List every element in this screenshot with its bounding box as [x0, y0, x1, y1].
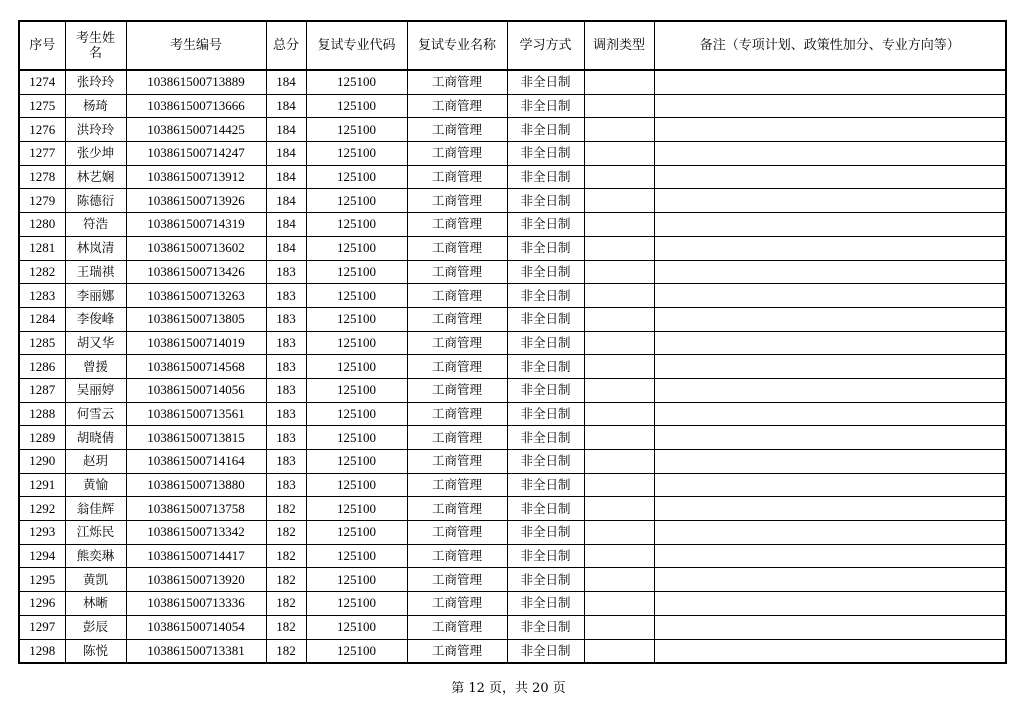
cell-study-mode: 非全日制 — [507, 521, 584, 545]
cell-major-code: 125100 — [306, 402, 407, 426]
cell-seq: 1294 — [19, 544, 65, 568]
cell-score: 182 — [266, 592, 306, 616]
cell-major-name: 工商管理 — [407, 402, 507, 426]
cell-study-mode: 非全日制 — [507, 615, 584, 639]
cell-name: 胡晓倩 — [65, 426, 126, 450]
cell-study-mode: 非全日制 — [507, 378, 584, 402]
cell-major-name: 工商管理 — [407, 544, 507, 568]
table-row — [19, 236, 1006, 260]
cell-adjust-type — [584, 189, 654, 213]
cell-exam-id: 103861500714164 — [126, 450, 266, 474]
cell-major-name: 工商管理 — [407, 307, 507, 331]
cell-exam-id: 103861500714425 — [126, 118, 266, 142]
admission-list-table — [18, 20, 1007, 664]
cell-adjust-type — [584, 118, 654, 142]
cell-adjust-type — [584, 142, 654, 166]
cell-adjust-type — [584, 284, 654, 308]
cell-adjust-type — [584, 236, 654, 260]
table-row — [19, 165, 1006, 189]
table-row — [19, 307, 1006, 331]
cell-major-name: 工商管理 — [407, 355, 507, 379]
cell-score: 183 — [266, 426, 306, 450]
cell-exam-id: 103861500713381 — [126, 639, 266, 663]
cell-study-mode: 非全日制 — [507, 592, 584, 616]
cell-study-mode: 非全日制 — [507, 236, 584, 260]
cell-remarks — [654, 497, 1006, 521]
cell-remarks — [654, 189, 1006, 213]
header-exam-id: 考生编号 — [126, 21, 266, 70]
table-header — [19, 21, 1006, 70]
cell-major-name: 工商管理 — [407, 378, 507, 402]
header-score: 总分 — [266, 21, 306, 70]
cell-remarks — [654, 94, 1006, 118]
cell-name: 张玲玲 — [65, 70, 126, 94]
cell-study-mode: 非全日制 — [507, 497, 584, 521]
cell-name: 张少坤 — [65, 142, 126, 166]
table-row — [19, 213, 1006, 237]
cell-remarks — [654, 284, 1006, 308]
cell-major-name: 工商管理 — [407, 284, 507, 308]
cell-score: 183 — [266, 450, 306, 474]
cell-adjust-type — [584, 260, 654, 284]
cell-study-mode: 非全日制 — [507, 639, 584, 663]
cell-exam-id: 103861500714019 — [126, 331, 266, 355]
table-body — [19, 70, 1006, 663]
cell-major-code: 125100 — [306, 497, 407, 521]
cell-name: 林艺娴 — [65, 165, 126, 189]
cell-score: 182 — [266, 521, 306, 545]
cell-adjust-type — [584, 70, 654, 94]
cell-study-mode: 非全日制 — [507, 426, 584, 450]
header-major-name: 复试专业名称 — [407, 21, 507, 70]
cell-study-mode: 非全日制 — [507, 450, 584, 474]
cell-exam-id: 103861500713912 — [126, 165, 266, 189]
cell-major-name: 工商管理 — [407, 260, 507, 284]
cell-name: 吴丽婷 — [65, 378, 126, 402]
cell-score: 183 — [266, 355, 306, 379]
cell-score: 183 — [266, 307, 306, 331]
header-major-code: 复试专业代码 — [306, 21, 407, 70]
cell-major-name: 工商管理 — [407, 450, 507, 474]
cell-major-name: 工商管理 — [407, 331, 507, 355]
table-row — [19, 473, 1006, 497]
cell-major-code: 125100 — [306, 378, 407, 402]
table-row — [19, 568, 1006, 592]
cell-adjust-type — [584, 378, 654, 402]
cell-name: 熊奕琳 — [65, 544, 126, 568]
cell-seq: 1287 — [19, 378, 65, 402]
cell-study-mode: 非全日制 — [507, 70, 584, 94]
cell-seq: 1297 — [19, 615, 65, 639]
cell-major-code: 125100 — [306, 189, 407, 213]
cell-remarks — [654, 355, 1006, 379]
cell-remarks — [654, 236, 1006, 260]
cell-study-mode: 非全日制 — [507, 307, 584, 331]
cell-seq: 1277 — [19, 142, 65, 166]
cell-score: 183 — [266, 402, 306, 426]
table-row — [19, 331, 1006, 355]
cell-exam-id: 103861500714054 — [126, 615, 266, 639]
cell-name: 王瑞祺 — [65, 260, 126, 284]
cell-adjust-type — [584, 165, 654, 189]
cell-remarks — [654, 639, 1006, 663]
cell-major-name: 工商管理 — [407, 142, 507, 166]
table-row — [19, 260, 1006, 284]
cell-seq: 1298 — [19, 639, 65, 663]
cell-major-name: 工商管理 — [407, 639, 507, 663]
cell-seq: 1281 — [19, 236, 65, 260]
cell-remarks — [654, 568, 1006, 592]
cell-remarks — [654, 378, 1006, 402]
table-row — [19, 592, 1006, 616]
cell-exam-id: 103861500713342 — [126, 521, 266, 545]
cell-name: 曾援 — [65, 355, 126, 379]
cell-score: 182 — [266, 568, 306, 592]
cell-major-name: 工商管理 — [407, 213, 507, 237]
cell-study-mode: 非全日制 — [507, 118, 584, 142]
cell-adjust-type — [584, 497, 654, 521]
cell-study-mode: 非全日制 — [507, 213, 584, 237]
cell-adjust-type — [584, 450, 654, 474]
header-row — [19, 21, 1006, 70]
cell-major-name: 工商管理 — [407, 70, 507, 94]
cell-score: 184 — [266, 236, 306, 260]
cell-major-code: 125100 — [306, 544, 407, 568]
cell-major-name: 工商管理 — [407, 521, 507, 545]
cell-exam-id: 103861500714417 — [126, 544, 266, 568]
cell-major-code: 125100 — [306, 284, 407, 308]
cell-score: 183 — [266, 378, 306, 402]
table-row — [19, 189, 1006, 213]
cell-major-code: 125100 — [306, 94, 407, 118]
cell-name: 何雪云 — [65, 402, 126, 426]
cell-name: 陈德衍 — [65, 189, 126, 213]
cell-exam-id: 103861500713336 — [126, 592, 266, 616]
cell-name: 翁佳辉 — [65, 497, 126, 521]
table-row — [19, 521, 1006, 545]
cell-remarks — [654, 260, 1006, 284]
table-row — [19, 615, 1006, 639]
cell-seq: 1280 — [19, 213, 65, 237]
cell-score: 182 — [266, 544, 306, 568]
header-name: 考生姓名 — [65, 21, 126, 70]
cell-score: 184 — [266, 70, 306, 94]
table-row — [19, 426, 1006, 450]
cell-remarks — [654, 450, 1006, 474]
cell-score: 182 — [266, 639, 306, 663]
cell-study-mode: 非全日制 — [507, 260, 584, 284]
table-row — [19, 118, 1006, 142]
cell-exam-id: 103861500713758 — [126, 497, 266, 521]
cell-exam-id: 103861500714056 — [126, 378, 266, 402]
cell-exam-id: 103861500713602 — [126, 236, 266, 260]
cell-study-mode: 非全日制 — [507, 402, 584, 426]
cell-exam-id: 103861500713889 — [126, 70, 266, 94]
cell-exam-id: 103861500713561 — [126, 402, 266, 426]
table-row — [19, 378, 1006, 402]
cell-adjust-type — [584, 426, 654, 450]
cell-name: 黄愉 — [65, 473, 126, 497]
cell-remarks — [654, 592, 1006, 616]
cell-seq: 1278 — [19, 165, 65, 189]
cell-adjust-type — [584, 355, 654, 379]
cell-major-code: 125100 — [306, 118, 407, 142]
cell-major-name: 工商管理 — [407, 615, 507, 639]
cell-seq: 1274 — [19, 70, 65, 94]
cell-study-mode: 非全日制 — [507, 331, 584, 355]
cell-exam-id: 103861500713263 — [126, 284, 266, 308]
cell-major-name: 工商管理 — [407, 236, 507, 260]
cell-seq: 1291 — [19, 473, 65, 497]
cell-major-code: 125100 — [306, 426, 407, 450]
table-row — [19, 355, 1006, 379]
cell-exam-id: 103861500713815 — [126, 426, 266, 450]
cell-remarks — [654, 118, 1006, 142]
cell-exam-id: 103861500713926 — [126, 189, 266, 213]
cell-major-code: 125100 — [306, 70, 407, 94]
table-row — [19, 94, 1006, 118]
cell-major-code: 125100 — [306, 639, 407, 663]
cell-remarks — [654, 544, 1006, 568]
cell-major-name: 工商管理 — [407, 189, 507, 213]
cell-study-mode: 非全日制 — [507, 473, 584, 497]
cell-seq: 1295 — [19, 568, 65, 592]
cell-exam-id: 103861500714568 — [126, 355, 266, 379]
header-adjust-type: 调剂类型 — [584, 21, 654, 70]
cell-remarks — [654, 402, 1006, 426]
cell-score: 183 — [266, 260, 306, 284]
cell-seq: 1285 — [19, 331, 65, 355]
cell-major-code: 125100 — [306, 142, 407, 166]
cell-adjust-type — [584, 592, 654, 616]
cell-name: 李丽娜 — [65, 284, 126, 308]
cell-exam-id: 103861500713920 — [126, 568, 266, 592]
cell-seq: 1290 — [19, 450, 65, 474]
table-row — [19, 497, 1006, 521]
cell-seq: 1275 — [19, 94, 65, 118]
cell-name: 彭辰 — [65, 615, 126, 639]
cell-remarks — [654, 70, 1006, 94]
cell-seq: 1284 — [19, 307, 65, 331]
cell-name: 林岚清 — [65, 236, 126, 260]
table-row — [19, 142, 1006, 166]
cell-remarks — [654, 142, 1006, 166]
cell-study-mode: 非全日制 — [507, 142, 584, 166]
cell-major-code: 125100 — [306, 307, 407, 331]
cell-remarks — [654, 473, 1006, 497]
cell-name: 符浩 — [65, 213, 126, 237]
cell-score: 183 — [266, 331, 306, 355]
cell-seq: 1293 — [19, 521, 65, 545]
cell-score: 183 — [266, 284, 306, 308]
cell-exam-id: 103861500713805 — [126, 307, 266, 331]
cell-name: 洪玲玲 — [65, 118, 126, 142]
cell-name: 黄凯 — [65, 568, 126, 592]
page-number: 第 12 页，共 20 页 — [451, 681, 566, 696]
cell-adjust-type — [584, 615, 654, 639]
cell-major-code: 125100 — [306, 521, 407, 545]
cell-major-code: 125100 — [306, 592, 407, 616]
cell-name: 赵玥 — [65, 450, 126, 474]
cell-major-code: 125100 — [306, 568, 407, 592]
cell-score: 184 — [266, 142, 306, 166]
table-row — [19, 450, 1006, 474]
cell-name: 林晰 — [65, 592, 126, 616]
cell-study-mode: 非全日制 — [507, 165, 584, 189]
cell-name: 杨琦 — [65, 94, 126, 118]
cell-remarks — [654, 426, 1006, 450]
cell-seq: 1282 — [19, 260, 65, 284]
cell-seq: 1276 — [19, 118, 65, 142]
cell-adjust-type — [584, 94, 654, 118]
table-row — [19, 544, 1006, 568]
header-remarks: 备注（专项计划、政策性加分、专业方向等） — [654, 21, 1006, 70]
cell-exam-id: 103861500714319 — [126, 213, 266, 237]
cell-remarks — [654, 307, 1006, 331]
cell-study-mode: 非全日制 — [507, 284, 584, 308]
cell-adjust-type — [584, 473, 654, 497]
header-study-mode: 学习方式 — [507, 21, 584, 70]
cell-exam-id: 103861500713666 — [126, 94, 266, 118]
cell-study-mode: 非全日制 — [507, 568, 584, 592]
table-row — [19, 639, 1006, 663]
cell-major-name: 工商管理 — [407, 165, 507, 189]
cell-major-code: 125100 — [306, 331, 407, 355]
cell-adjust-type — [584, 568, 654, 592]
cell-major-code: 125100 — [306, 473, 407, 497]
cell-study-mode: 非全日制 — [507, 355, 584, 379]
cell-score: 184 — [266, 213, 306, 237]
cell-adjust-type — [584, 213, 654, 237]
cell-remarks — [654, 615, 1006, 639]
cell-study-mode: 非全日制 — [507, 544, 584, 568]
cell-adjust-type — [584, 307, 654, 331]
cell-major-code: 125100 — [306, 450, 407, 474]
cell-major-code: 125100 — [306, 213, 407, 237]
cell-study-mode: 非全日制 — [507, 94, 584, 118]
cell-major-name: 工商管理 — [407, 497, 507, 521]
cell-name: 李俊峰 — [65, 307, 126, 331]
cell-major-name: 工商管理 — [407, 473, 507, 497]
cell-name: 江烁民 — [65, 521, 126, 545]
cell-seq: 1289 — [19, 426, 65, 450]
cell-seq: 1292 — [19, 497, 65, 521]
cell-major-name: 工商管理 — [407, 568, 507, 592]
header-seq: 序号 — [19, 21, 65, 70]
cell-major-code: 125100 — [306, 260, 407, 284]
cell-adjust-type — [584, 521, 654, 545]
cell-study-mode: 非全日制 — [507, 189, 584, 213]
cell-remarks — [654, 331, 1006, 355]
cell-exam-id: 103861500713880 — [126, 473, 266, 497]
cell-remarks — [654, 165, 1006, 189]
cell-score: 184 — [266, 94, 306, 118]
cell-score: 184 — [266, 165, 306, 189]
table-row — [19, 402, 1006, 426]
cell-score: 184 — [266, 189, 306, 213]
cell-seq: 1286 — [19, 355, 65, 379]
cell-seq: 1283 — [19, 284, 65, 308]
cell-score: 183 — [266, 473, 306, 497]
cell-remarks — [654, 521, 1006, 545]
cell-major-code: 125100 — [306, 355, 407, 379]
cell-major-name: 工商管理 — [407, 94, 507, 118]
table-row — [19, 284, 1006, 308]
table-row — [19, 70, 1006, 94]
cell-score: 182 — [266, 497, 306, 521]
cell-major-code: 125100 — [306, 615, 407, 639]
cell-major-name: 工商管理 — [407, 118, 507, 142]
cell-exam-id: 103861500714247 — [126, 142, 266, 166]
cell-name: 陈悦 — [65, 639, 126, 663]
cell-adjust-type — [584, 544, 654, 568]
cell-seq: 1279 — [19, 189, 65, 213]
cell-adjust-type — [584, 402, 654, 426]
cell-major-code: 125100 — [306, 165, 407, 189]
cell-seq: 1296 — [19, 592, 65, 616]
cell-major-code: 125100 — [306, 236, 407, 260]
cell-major-name: 工商管理 — [407, 426, 507, 450]
cell-score: 184 — [266, 118, 306, 142]
cell-major-name: 工商管理 — [407, 592, 507, 616]
cell-remarks — [654, 213, 1006, 237]
cell-seq: 1288 — [19, 402, 65, 426]
cell-exam-id: 103861500713426 — [126, 260, 266, 284]
cell-name: 胡又华 — [65, 331, 126, 355]
cell-adjust-type — [584, 639, 654, 663]
cell-score: 182 — [266, 615, 306, 639]
cell-adjust-type — [584, 331, 654, 355]
